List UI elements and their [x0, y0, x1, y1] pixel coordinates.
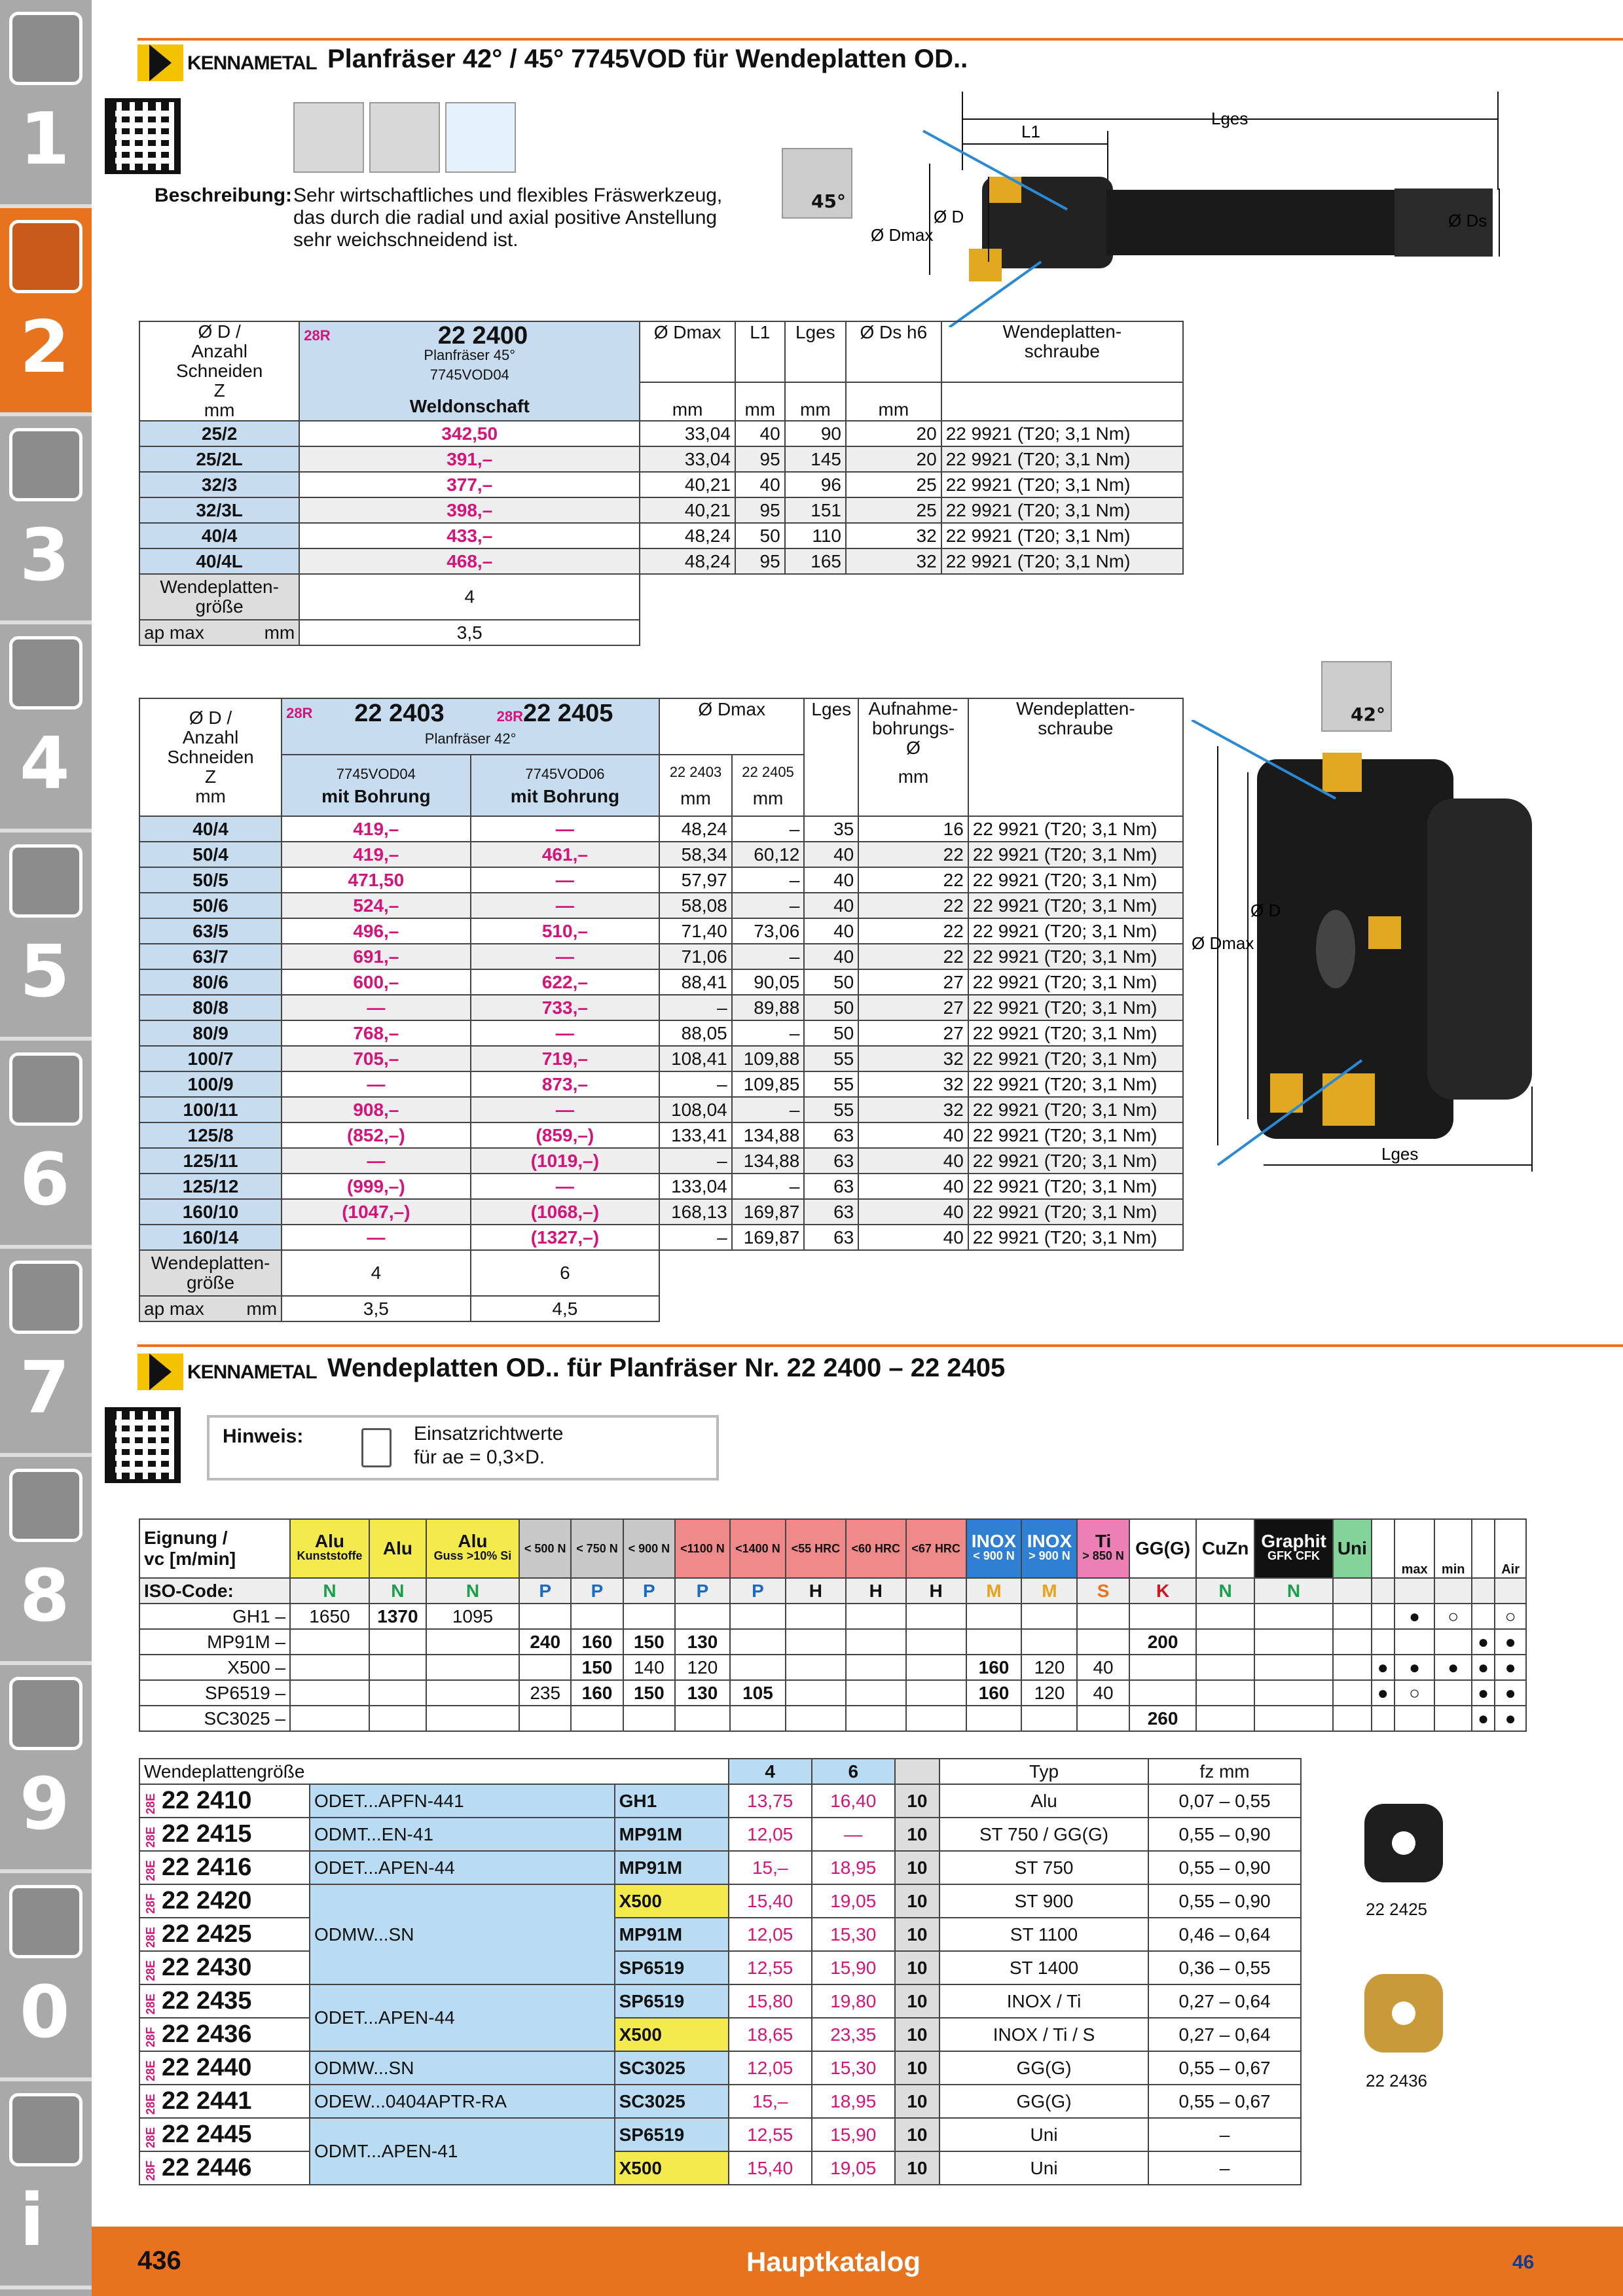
sidebar-tab-7[interactable]: [0, 1249, 92, 1456]
sidebar-tab-1[interactable]: [0, 0, 92, 207]
table-suitability: [139, 1518, 1527, 1732]
section-title: Planfräser 42° / 45° 7745VOD für Wendeplatten OD..: [327, 45, 968, 73]
table-row: 40/4 433,– 48,24 50 110 32 22 9921 (T20; 3,1 Nm): [139, 523, 1183, 548]
table-row: 160/14 — (1327,–) – 169,87 63 40 22 9921 (T20; 3,1 Nm): [139, 1225, 1183, 1250]
table-row: 80/9 768,– — 88,05 – 50 27 22 9921 (T20; 3,1 Nm): [139, 1020, 1183, 1046]
section-title-2: Wendeplatten OD.. für Planfräser Nr. 22 2400 – 22 2405: [327, 1354, 1006, 1382]
end-mill-drawing: [871, 92, 1525, 327]
angle-42-icon: 42°: [1321, 661, 1392, 732]
chapter-sidebar: [0, 0, 92, 2296]
chapter-icon: [9, 12, 82, 85]
dim-l1: L1: [1021, 122, 1040, 141]
table-row: 80/8 — 733,– – 89,88 50 27 22 9921 (T20; 3,1 Nm): [139, 995, 1183, 1020]
insert-image-black: [1364, 1804, 1443, 1882]
table-planfraeser-45: Ø D / Anzahl Schneiden Z mm 28R 22 2400 Planfräser 45° 7745VOD04 Weldonschaft Ø Dmax L1 Lges Ø Ds h6 Wendeplatten- schraube mm mm mm mm 25/2 342,50 33,04 40 90 20 22 9921 (T20; 3,1 Nm) 25/2L 391,– 33,04 95 145 20 22 9921 (T20; 3,1 Nm) 32/3 377,– 40,21 40 96 25 22 9921 (T20; 3,1 Nm) 32/3L 398,– 40,21 95 151 25 22 9921 (T20; 3,1 Nm) 40/4 433,– 48,24 50 110 32 22 9921 (T20; 3,1 Nm) 40/4L 468,– 48,24 95 165 32 22 9921 (T20; 3,1 Nm) Wendeplatten- größe 4 ap max mm 3,5: [139, 321, 1184, 646]
table-row: 28E 22 2440 ODMW...SN SC3025 12,05 15,30 10 GG(G) 0,55 – 0,67: [139, 2051, 1301, 2085]
table-row: SP6519 – 235 160 150 130 105 160 120 40 ● ○ ● ●: [139, 1680, 1526, 1706]
iso-code-row: ISO-Code: N N N P P P P P H H H M M S K N N: [139, 1578, 1526, 1604]
catalog-name: Hauptkatalog: [746, 2246, 921, 2277]
sidebar-separator: [0, 2286, 92, 2289]
table-row: 32/3L 398,– 40,21 95 151 25 22 9921 (T20; 3,1 Nm): [139, 497, 1183, 523]
insert-thickness-icon: [895, 1759, 939, 1784]
chapter-icon: [9, 1052, 82, 1126]
insert-image-label-2: 22 2436: [1366, 2071, 1427, 2090]
sidebar-tab-4[interactable]: [0, 624, 92, 831]
table-row: 50/4 419,– 461,– 58,34 60,12 40 22 22 9921 (T20; 3,1 Nm): [139, 842, 1183, 867]
page-code: 46: [1512, 2251, 1535, 2273]
table-row: 63/7 691,– — 71,06 – 40 22 22 9921 (T20; 3,1 Nm): [139, 944, 1183, 969]
table-row: 160/10 (1047,–) (1068,–) 168,13 169,87 63 40 22 9921 (T20; 3,1 Nm): [139, 1199, 1183, 1225]
table-row: 28F 22 2446 X500 15,40 19,05 10 Uni –: [139, 2151, 1301, 2185]
chapter-number: 5: [20, 929, 70, 1013]
table-row: 25/2 342,50 33,04 40 90 20 22 9921 (T20; 3,1 Nm): [139, 421, 1183, 446]
chapter-number: 6: [20, 1138, 70, 1221]
table-row: 28F 22 2420 ODMW...SN X500 15,40 19,05 10 ST 900 0,55 – 0,90: [139, 1884, 1301, 1918]
kennametal-logo: KENNAMETAL: [137, 45, 314, 81]
chapter-icon: [9, 1677, 82, 1750]
section-divider: [137, 38, 1623, 41]
table-row: 28E 22 2415 ODMT...EN-41 MP91M 12,05 — 10 ST 750 / GG(G) 0,55 – 0,90: [139, 1818, 1301, 1851]
table-inserts: [139, 1758, 1302, 2185]
chapter-number: 2: [20, 305, 70, 389]
table-row: 28E 22 2445 ODMT...APEN-41 SP6519 12,55 15,90 10 Uni –: [139, 2118, 1301, 2151]
chapter-icon: [9, 844, 82, 918]
table-row: 28E 22 2425 MP91M 12,05 15,30 10 ST 1100 0,46 – 0,64: [139, 1918, 1301, 1951]
table-row: 100/11 908,– — 108,04 – 55 32 22 9921 (T20; 3,1 Nm): [139, 1097, 1183, 1122]
table-planfraeser-42: Ø D / Anzahl Schneiden Z mm 28R 22 2403 28R22 2405 Planfräser 42° Ø Dmax Lges Aufnahme- bohrungs- Ø mm Wendeplatten- schraube 7745VOD04 mit Bohrung 7745VOD06 mit Bohrung 22 2403 mm 22 2405 mm 40/4 419,– — 48,24 – 35 16 22 9921 (T20; 3,1 Nm) 50/4 419,– 461,– 58,34 60,12 40 22 22 9921 (T20; 3,1 Nm) 50/5 471,50 — 57,97 – 40 22 22 9921 (T20; 3,1 Nm) 50/6 524,– — 58,08 – 40 22 22 9921 (T20; 3,1 Nm) 63/5 496,– 510,– 71,40 73,06 40 22 22 9921 (T20; 3,1 Nm) 63/7 691,– — 71,06 – 40 22 22 9921 (T20; 3,1 Nm) 80/6 600,– 622,– 88,41 90,05 50 27 22 9921 (T20; 3,1 Nm) 80/8 — 733,– – 89,88 50 27 22 9921 (T20; 3,1 Nm) 80/9 768,– — 88,05 – 50 27 22 9921 (T20; 3,1 Nm) 100/7 705,– 719,– 108,41 109,88 55 32 22 9921 (T20; 3,1 Nm) 100/9 — 873,– – 109,85 55 32 22 9921 (T20; 3,1 Nm) 100/11 908,– — 108,04 – 55 32 22 9921 (T20; 3,1 Nm) 125/8 (852,–) (859,–) 133,41 134,88 63 40 22 9921 (T20; 3,1 Nm) 125/11 — (1019,–) – 134,88 63 40 22 9921 (T20; 3,1 Nm) 125/12 (999,–) — 133,04 – 63 40 22 9921 (T20; 3,1 Nm) 160/10 (1047,–) (1068,–) 168,13 169,87 63 40 22 9921 (T20; 3,1 Nm) 160/14 — (1327,–) – 169,87 63 40 22 9921 (T20; 3,1 Nm) Wendeplatten- größe 4 6 ap max mm 3,5 4,5: [139, 698, 1184, 1322]
description-text: Sehr wirtschaftliches und flexibles Fräswerkzeug, das durch die radial und axial positive Anstellung sehr weichschneidend ist.: [293, 185, 723, 251]
table-row: 50/5 471,50 — 57,97 – 40 22 22 9921 (T20; 3,1 Nm): [139, 867, 1183, 893]
table-row: 28E 22 2441 ODEW...0404APTR-RA SC3025 15,– 18,95 10 GG(G) 0,55 – 0,67: [139, 2085, 1301, 2118]
dim-ds: Ø Ds: [1448, 211, 1487, 230]
chapter-icon: [9, 220, 82, 293]
kennametal-logo-2: KENNAMETAL: [137, 1354, 314, 1390]
dim-dmax: Ø Dmax: [871, 225, 934, 245]
table-row: 80/6 600,– 622,– 88,41 90,05 50 27 22 9921 (T20; 3,1 Nm): [139, 969, 1183, 995]
table-row: 32/3 377,– 40,21 40 96 25 22 9921 (T20; 3,1 Nm): [139, 472, 1183, 497]
chapter-number: 4: [20, 721, 70, 805]
chapter-icon: [9, 636, 82, 709]
insert-width-icon: [361, 1428, 392, 1467]
face-mill-drawing: [1192, 720, 1558, 1191]
sidebar-tab-9[interactable]: [0, 1665, 92, 1872]
chapter-number: 8: [20, 1554, 70, 1638]
chapter-number: 0: [20, 1970, 70, 2054]
chapter-icon: [9, 2093, 82, 2166]
page-number: 436: [137, 2246, 181, 2275]
angle-45-icon: 45°: [782, 148, 852, 219]
page-footer: [92, 2227, 1623, 2296]
table-row: 28F 22 2436 X500 18,65 23,35 10 INOX / Ti / S 0,27 – 0,64: [139, 2018, 1301, 2051]
table-row: 125/8 (852,–) (859,–) 133,41 134,88 63 40 22 9921 (T20; 3,1 Nm): [139, 1122, 1183, 1148]
table-row: 40/4L 468,– 48,24 95 165 32 22 9921 (T20; 3,1 Nm): [139, 548, 1183, 574]
table-row: 40/4 419,– — 48,24 – 35 16 22 9921 (T20; 3,1 Nm): [139, 816, 1183, 842]
insert-header: Wendeplattengröße 4 6 Typ fz mm: [139, 1759, 1301, 1784]
chapter-number: 9: [20, 1762, 70, 1846]
chapter-icon: [9, 1469, 82, 1542]
table-row: 28E 22 2416 ODET...APEN-44 MP91M 15,– 18,95 10 ST 750 0,55 – 0,90: [139, 1851, 1301, 1884]
dim-d: Ø D: [934, 207, 964, 226]
face-milling-icon: [293, 102, 364, 173]
table-row: 28E 22 2410 ODET...APFN-441 GH1 13,75 16,40 10 Alu 0,07 – 0,55: [139, 1784, 1301, 1818]
table-row: 125/12 (999,–) — 133,04 – 63 40 22 9921 (T20; 3,1 Nm): [139, 1174, 1183, 1199]
sidebar-tab-2[interactable]: [0, 208, 92, 415]
table-row: 100/7 705,– 719,– 108,41 109,88 55 32 22 9921 (T20; 3,1 Nm): [139, 1046, 1183, 1071]
suitability-header: Eignung / vc [m/min] Alu Kunststoffe Alu Alu Guss >10% Si < 500 N < 750 N < 900 N <1100 N <1400 N <55 HRC <60 HRC <67 HRC INOX < 900 N INOX > 900 N Ti > 850 N GG(G) CuZn Graphit GFK CFK Uni max min Air: [139, 1519, 1526, 1578]
sidebar-tab-8[interactable]: [0, 1457, 92, 1664]
hint-box: Hinweis: Einsatzrichtwerte für ae = 0,3×D.: [207, 1415, 719, 1480]
shoulder-milling-icon: [369, 102, 440, 173]
section-divider-2: [137, 1344, 1623, 1347]
description-label: Beschreibung:: [155, 185, 293, 206]
table-row: 100/9 — 873,– – 109,85 55 32 22 9921 (T20; 3,1 Nm): [139, 1071, 1183, 1097]
chapter-number: 1: [20, 97, 70, 181]
table-row: X500 – 150 140 120 160 120 40 ● ● ● ● ●: [139, 1655, 1526, 1680]
sidebar-tab-6[interactable]: [0, 1041, 92, 1247]
table-row: 125/11 — (1019,–) – 134,88 63 40 22 9921 (T20; 3,1 Nm): [139, 1148, 1183, 1174]
sidebar-tab-0[interactable]: [0, 1873, 92, 2080]
sidebar-tab-5[interactable]: [0, 833, 92, 1039]
table-row: 28E 22 2430 SP6519 12,55 15,90 10 ST 1400 0,36 – 0,55: [139, 1951, 1301, 1984]
chapter-number: 3: [20, 513, 70, 597]
table-row: 63/5 496,– 510,– 71,40 73,06 40 22 22 9921 (T20; 3,1 Nm): [139, 918, 1183, 944]
sidebar-tab-i[interactable]: [0, 2081, 92, 2288]
dim-d-2: Ø D: [1250, 901, 1281, 920]
dim-lges-2: Lges: [1381, 1144, 1419, 1164]
chapter-icon: [9, 428, 82, 501]
table-row: 25/2L 391,– 33,04 95 145 20 22 9921 (T20; 3,1 Nm): [139, 446, 1183, 472]
table-row: 50/6 524,– — 58,08 – 40 22 22 9921 (T20; 3,1 Nm): [139, 893, 1183, 918]
sidebar-tab-3[interactable]: [0, 416, 92, 623]
coolant-icon: [445, 102, 516, 173]
qr-code-icon[interactable]: [105, 98, 181, 174]
dim-lges: Lges: [1211, 109, 1249, 128]
chapter-number: 7: [20, 1346, 70, 1429]
dim-dmax-2: Ø Dmax: [1192, 933, 1254, 953]
chapter-icon: [9, 1885, 82, 1958]
chapter-number: i: [20, 2178, 45, 2262]
qr-code-icon-2[interactable]: [105, 1407, 181, 1483]
chapter-icon: [9, 1261, 82, 1334]
insert-image-gold: [1364, 1974, 1443, 2053]
table-row: MP91M – 240 160 150 130 200 ● ●: [139, 1629, 1526, 1655]
table-row: GH1 – 1650 1370 1095 ● ○ ○: [139, 1604, 1526, 1629]
table-row: 28E 22 2435 ODET...APEN-44 SP6519 15,80 19,80 10 INOX / Ti 0,27 – 0,64: [139, 1984, 1301, 2018]
insert-image-label-1: 22 2425: [1366, 1899, 1427, 1919]
table-row: SC3025 – 260 ● ●: [139, 1706, 1526, 1731]
